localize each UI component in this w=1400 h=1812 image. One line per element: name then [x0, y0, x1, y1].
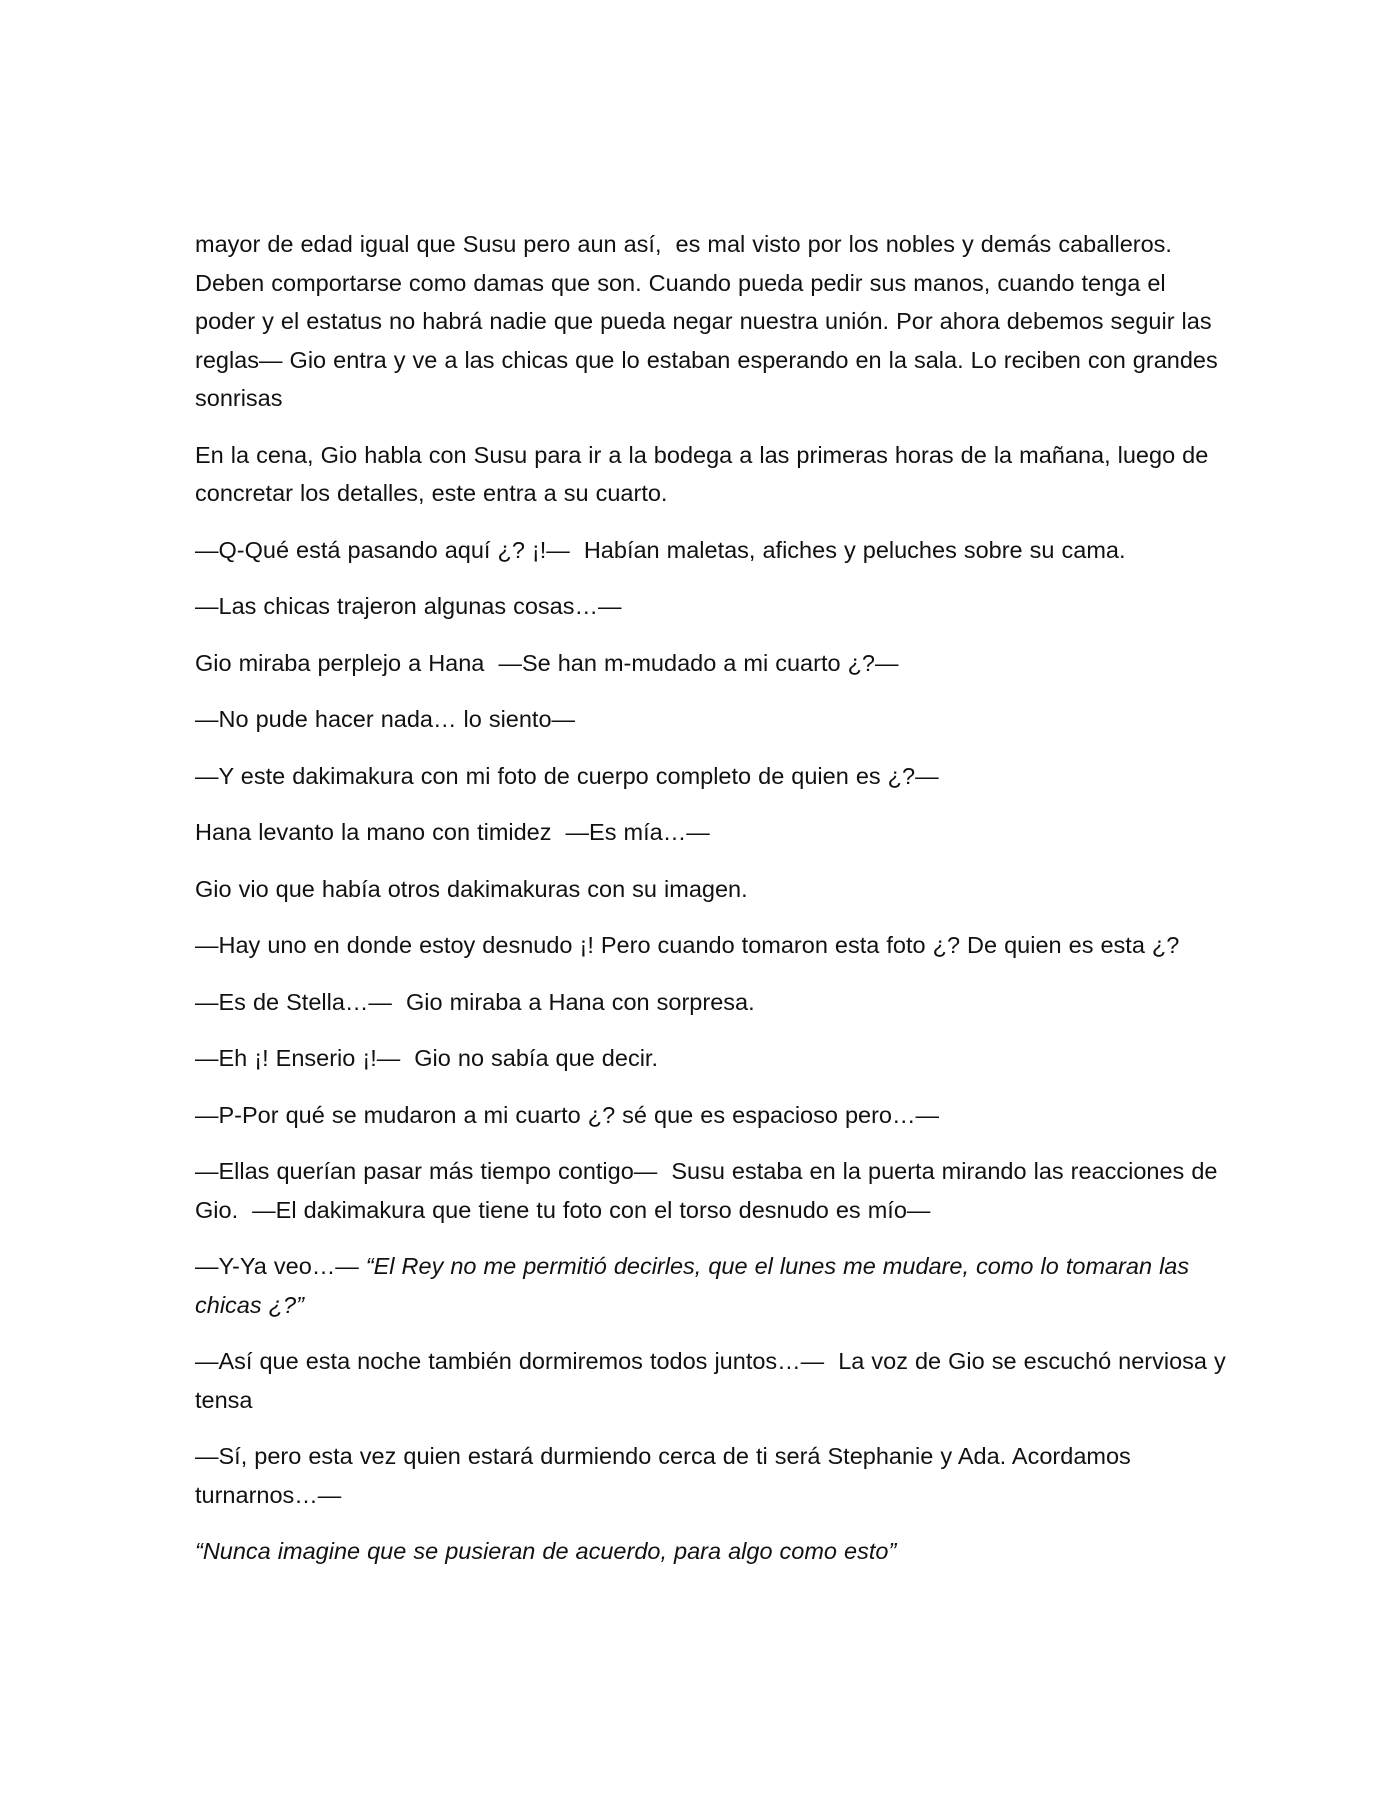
inner-thought: “El Rey no me permitió decirles, que el lunes me mudare, como lo tomaran las chicas ¿?” [195, 1253, 1197, 1318]
inner-thought: “Nunca imagine que se pusieran de acuerdo, para algo como esto” [195, 1538, 897, 1564]
body-text [195, 225, 1233, 1589]
dialogue-line: —Así que esta noche también dormiremos todos juntos…— La voz de Gio se escuchó nerviosa y tensa [195, 1348, 1233, 1413]
dialogue-line: —No pude hacer nada… lo siento— [195, 706, 576, 732]
paragraph: Gio vio que había otros dakimakuras con su imagen. [195, 875, 748, 902]
paragraph: En la cena, Gio habla con Susu para ir a la bodega a las primeras horas de la mañana, luego de concretar los detalles, este entra a su cuarto. [195, 441, 1216, 506]
dialogue-line: —Sí, pero esta vez quien estará durmiendo cerca de ti será Stephanie y Ada. Acordamos turnarnos…— [195, 1443, 1138, 1508]
dialogue-line: —Hay uno en donde estoy desnudo ¡! Pero cuando tomaron esta foto ¿? De quien es esta ¿? [195, 932, 1180, 958]
dialogue-line: —Ellas querían pasar más tiempo contigo— Susu estaba en la puerta mirando las reacciones de Gio. —El dakimakura que tiene tu foto con el torso desnudo es mío— [195, 1158, 1225, 1223]
dialogue-line: —Y este dakimakura con mi foto de cuerpo completo de quien es ¿?— [195, 762, 939, 789]
paragraph: mayor de edad igual que Susu pero aun así, es mal visto por los nobles y demás caballeros. Deben comportarse como damas que son. Cuando pueda pedir sus manos, cuando tenga el poder y el estatus no habrá nadie que pueda negar nuestra unión. Por ahora debemos seguir las reglas— Gio entra y ve a las chicas que lo estaban esperando en la sala. Lo reciben con grandes sonrisas [195, 231, 1225, 411]
dialogue-line: —Eh ¡! Enserio ¡!— Gio no sabía que decir. [195, 1045, 658, 1071]
dialogue-line: Hana levanto la mano con timidez —Es mía…— [195, 819, 710, 845]
dialogue-line: —P-Por qué se mudaron a mi cuarto ¿? sé que es espacioso pero…— [195, 1101, 940, 1128]
dialogue-line: —Q-Qué está pasando aquí ¿? ¡!— Habían maletas, afiches y peluches sobre su cama. [195, 536, 1126, 563]
dialogue-line: Gio miraba perplejo a Hana —Se han m-mudado a mi cuarto ¿?— [195, 649, 899, 676]
dialogue-text: —Y-Ya veo…— [195, 1253, 366, 1279]
dialogue-line: —Las chicas trajeron algunas cosas…— [195, 593, 622, 619]
dialogue-line: —Es de Stella…— Gio miraba a Hana con sorpresa. [195, 988, 755, 1015]
dialogue-line-with-thought [195, 1247, 1230, 1324]
